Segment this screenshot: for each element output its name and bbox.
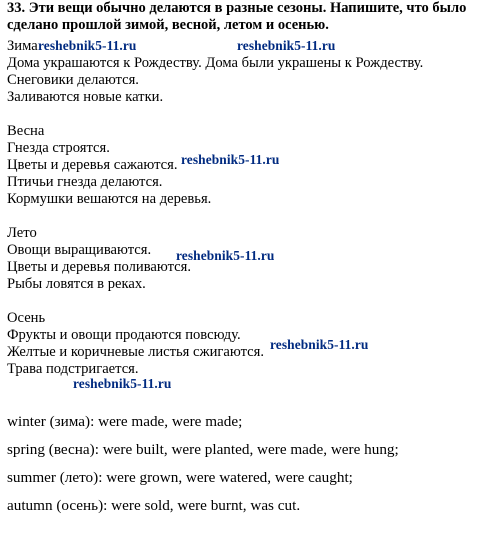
spring-line-2: Цветы и деревья сажаются. — [7, 157, 178, 173]
spring-line-1: Гнезда строятся. — [7, 140, 110, 156]
winter-line-3: Заливаются новые катки. — [7, 89, 164, 105]
spring-line-4: Кормушки вешаются на деревья. — [7, 191, 212, 207]
winter-title: Зима — [7, 38, 38, 54]
summer-line-2: Цветы и деревья поливаются. — [7, 259, 191, 275]
spring-line-3: Птичьи гнезда делаются. — [7, 174, 163, 190]
autumn-line-3: Трава подстригается. — [7, 361, 139, 377]
autumn-title: Осень — [7, 310, 46, 326]
autumn-line-1: Фрукты и овощи продаются повсюду. — [7, 327, 241, 343]
winter-line-1: Дома украшаются к Рождеству. Дома были украшены к Рождеству. — [7, 55, 424, 71]
answer-spring: spring (весна): were built, were planted, were made, were hung; — [7, 441, 399, 458]
watermark: reshebnik5-11.ru — [270, 337, 369, 352]
answer-summer: summer (лето): were grown, were watered, were caught; — [7, 469, 353, 486]
autumn-line-2: Желтые и коричневые листья сжигаются. — [7, 344, 264, 360]
task-heading: 33. Эти вещи обычно делаются в разные сезоны. Напишите, что было сделано прошлой зимой, весной, летом и осенью. — [7, 0, 467, 33]
spring-title: Весна — [7, 123, 45, 139]
watermark: reshebnik5-11.ru — [38, 38, 137, 53]
answer-autumn: autumn (осень): were sold, were burnt, was cut. — [7, 497, 301, 514]
summer-line-1: Овощи выращиваются. — [7, 242, 152, 258]
watermark: reshebnik5-11.ru — [181, 152, 280, 167]
summer-title: Лето — [7, 225, 37, 241]
winter-line-2: Снеговики делаются. — [7, 72, 139, 88]
watermark: reshebnik5-11.ru — [176, 248, 275, 263]
watermark: reshebnik5-11.ru — [73, 376, 172, 391]
summer-line-3: Рыбы ловятся в реках. — [7, 276, 146, 292]
answer-winter: winter (зима): were made, were made; — [7, 413, 243, 430]
watermark: reshebnik5-11.ru — [237, 38, 336, 53]
